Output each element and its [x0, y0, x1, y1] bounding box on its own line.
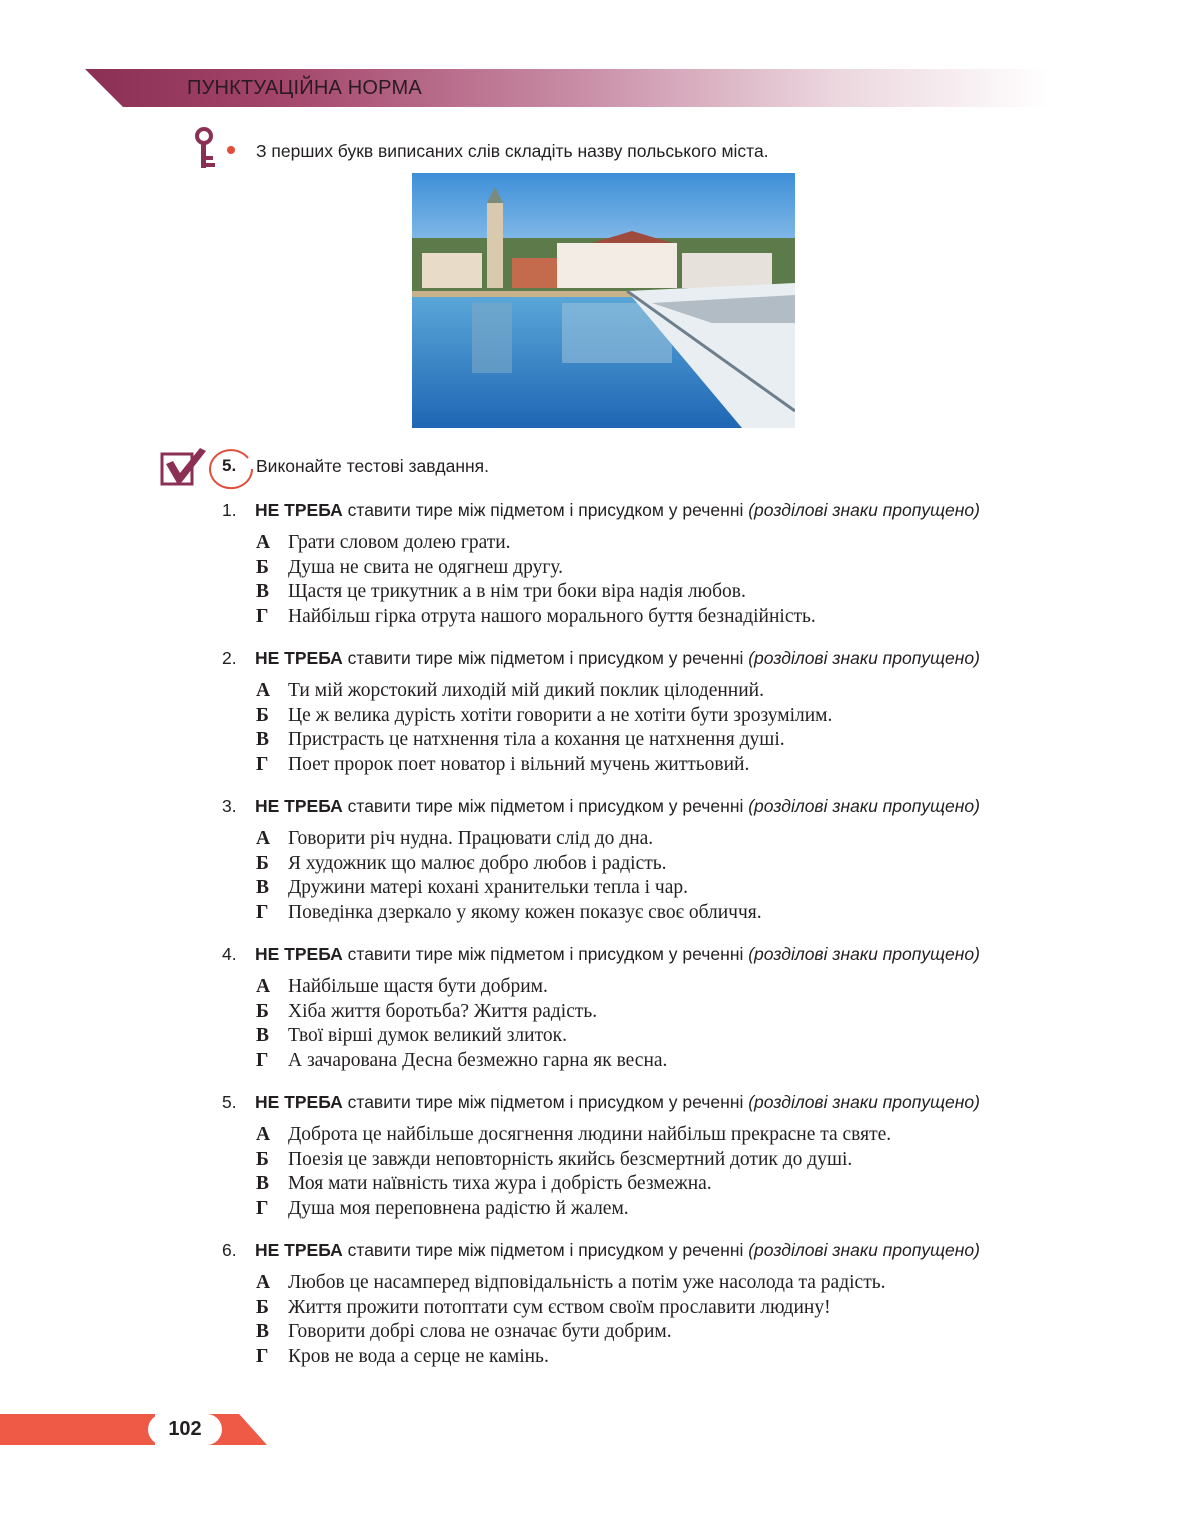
option-b	[256, 852, 1102, 877]
option-a	[256, 679, 1102, 704]
question-number: 2.	[222, 648, 237, 668]
option-text: Хіба життя боротьба? Життя радість.	[288, 1000, 598, 1022]
option-letter: Б	[256, 556, 269, 578]
option-v	[256, 1024, 1102, 1049]
option-text: Я художник що малює добро любов і радість.	[288, 852, 667, 874]
question-number: 1.	[222, 500, 237, 520]
option-h	[256, 605, 1102, 630]
exercise-number: 5.	[222, 456, 237, 475]
question-4	[222, 942, 1102, 1074]
question-keyword: НЕ ТРЕБА	[255, 648, 343, 668]
question-text: ставити тире між підметом і присудком у реченні	[342, 648, 749, 668]
option-b	[256, 1000, 1102, 1025]
option-letter: В	[256, 729, 270, 751]
option-text: Моя мати наївність тиха жура і добрість безмежна.	[288, 1173, 712, 1195]
option-letter: А	[256, 680, 271, 701]
question-number: 4.	[222, 944, 237, 964]
question-text: ставити тире між підметом і присудком у реченні	[342, 944, 749, 964]
option-text: Дружини матері кохані хранительки тепла і чар.	[288, 877, 689, 899]
option-letter: Б	[256, 1000, 269, 1022]
question-note: (розділові знаки пропущено)	[748, 1092, 980, 1112]
question-6	[222, 1238, 1102, 1370]
question-keyword: НЕ ТРЕБА	[255, 944, 343, 964]
option-letter: Г	[256, 902, 269, 924]
option-v	[256, 728, 1102, 753]
question-stem	[222, 942, 1102, 966]
key-icon	[193, 127, 219, 171]
option-text: Поет пророк поет новатор і вільний мучень життьовий.	[288, 754, 750, 776]
option-text: Найбільше щастя бути добрим.	[288, 976, 548, 997]
option-text: Душа моя переповнена радістю й жалем.	[288, 1198, 629, 1220]
exercise-title: Виконайте тестові завдання.	[256, 456, 489, 476]
option-letter: Г	[256, 1050, 269, 1072]
question-stem	[222, 646, 1102, 670]
option-text: Твої вірші думок великий злиток.	[288, 1025, 567, 1047]
option-letter: А	[256, 976, 271, 997]
option-b	[256, 1148, 1102, 1173]
option-letter: В	[256, 1025, 270, 1047]
footer-band	[0, 1414, 155, 1445]
option-text: Найбільш гірка отрута нашого морального буття безнадійність.	[288, 606, 816, 628]
option-v	[256, 1172, 1102, 1197]
question-keyword: НЕ ТРЕБА	[255, 796, 343, 816]
question-stem	[222, 1238, 1102, 1262]
option-h	[256, 1197, 1102, 1222]
option-letter: Г	[256, 1198, 269, 1220]
option-letter: А	[256, 532, 271, 553]
option-a	[256, 1123, 1102, 1148]
checkbox-check-icon	[160, 446, 208, 488]
question-text: ставити тире між підметом і присудком у реченні	[342, 500, 749, 520]
option-letter: В	[256, 877, 270, 899]
option-text: А зачарована Десна безмежно гарна як весна.	[288, 1050, 668, 1072]
option-letter: В	[256, 1321, 270, 1343]
option-text: Поезія це завжди неповторність якийсь безсмертний дотик до душі.	[288, 1148, 853, 1170]
option-text: Кров не вода а серце не камінь.	[288, 1346, 549, 1368]
question-stem	[222, 1090, 1102, 1114]
question-keyword: НЕ ТРЕБА	[255, 500, 343, 520]
option-a	[256, 827, 1102, 852]
page-number: 102	[148, 1414, 222, 1445]
question-text: ставити тире між підметом і присудком у реченні	[342, 1092, 749, 1112]
option-letter: Б	[256, 704, 269, 726]
question-1	[222, 498, 1102, 630]
bullet-dot	[227, 146, 235, 154]
option-v	[256, 876, 1102, 901]
question-5	[222, 1090, 1102, 1222]
option-a	[256, 531, 1102, 556]
question-number: 5.	[222, 1092, 237, 1112]
option-letter: Б	[256, 852, 269, 874]
question-keyword: НЕ ТРЕБА	[255, 1240, 343, 1260]
question-2	[222, 646, 1102, 778]
option-letter: Б	[256, 1148, 269, 1170]
option-text: Це ж велика дурість хотіти говорити а не хотіти бути зрозумілим.	[288, 704, 833, 726]
option-letter: А	[256, 1124, 271, 1145]
question-text: ставити тире між підметом і присудком у реченні	[342, 1240, 749, 1260]
option-letter: Г	[256, 1346, 269, 1368]
option-letter: Г	[256, 606, 269, 628]
option-text: Говорити добрі слова не означає бути добрим.	[288, 1321, 672, 1343]
question-stem	[222, 498, 1102, 522]
option-text: Доброта це найбільше досягнення людини найбільш прекрасне та святе.	[288, 1124, 892, 1145]
question-note: (розділові знаки пропущено)	[748, 944, 980, 964]
option-text: Грати словом долею грати.	[288, 532, 511, 553]
section-title: ПУНКТУАЦІЙНА НОРМА	[187, 77, 422, 99]
option-h	[256, 1049, 1102, 1074]
option-letter: В	[256, 581, 270, 603]
question-note: (розділові знаки пропущено)	[748, 648, 980, 668]
option-text: Пристрасть це натхнення тіла а кохання це натхнення душі.	[288, 729, 785, 751]
option-h	[256, 1345, 1102, 1370]
option-a	[256, 1271, 1102, 1296]
option-v	[256, 1320, 1102, 1345]
question-note: (розділові знаки пропущено)	[748, 1240, 980, 1260]
option-text: Душа не свита не одягнеш другу.	[288, 556, 564, 578]
option-b	[256, 556, 1102, 581]
option-letter: А	[256, 1272, 271, 1293]
question-stem	[222, 794, 1102, 818]
task-text: З перших букв виписаних слів складіть назву польського міста.	[256, 141, 769, 161]
question-note: (розділові знаки пропущено)	[748, 500, 980, 520]
option-b	[256, 704, 1102, 729]
question-text: ставити тире між підметом і присудком у реченні	[342, 796, 749, 816]
option-text: Любов це насамперед відповідальність а потім уже насолода та радість.	[288, 1272, 886, 1293]
option-letter: А	[256, 828, 271, 849]
option-text: Життя прожити потоптати сум єством своїм прославити людину!	[288, 1296, 831, 1318]
option-text: Поведінка дзеркало у якому кожен показує своє обличчя.	[288, 902, 762, 924]
option-text: Щастя це трикутник а в нім три боки віра надія любов.	[288, 581, 746, 603]
option-text: Ти мій жорстокий лиходій мій дикий поклик цілоденний.	[288, 680, 764, 701]
option-letter: В	[256, 1173, 270, 1195]
option-letter: Б	[256, 1296, 269, 1318]
question-number: 3.	[222, 796, 237, 816]
option-letter: Г	[256, 754, 269, 776]
question-number: 6.	[222, 1240, 237, 1260]
city-photo	[412, 173, 795, 428]
option-text: Говорити річ нудна. Працювати слід до дна.	[288, 828, 654, 849]
question-3	[222, 794, 1102, 926]
option-h	[256, 753, 1102, 778]
option-h	[256, 901, 1102, 926]
option-b	[256, 1296, 1102, 1321]
option-a	[256, 975, 1102, 1000]
question-keyword: НЕ ТРЕБА	[255, 1092, 343, 1112]
question-note: (розділові знаки пропущено)	[748, 796, 980, 816]
option-v	[256, 580, 1102, 605]
